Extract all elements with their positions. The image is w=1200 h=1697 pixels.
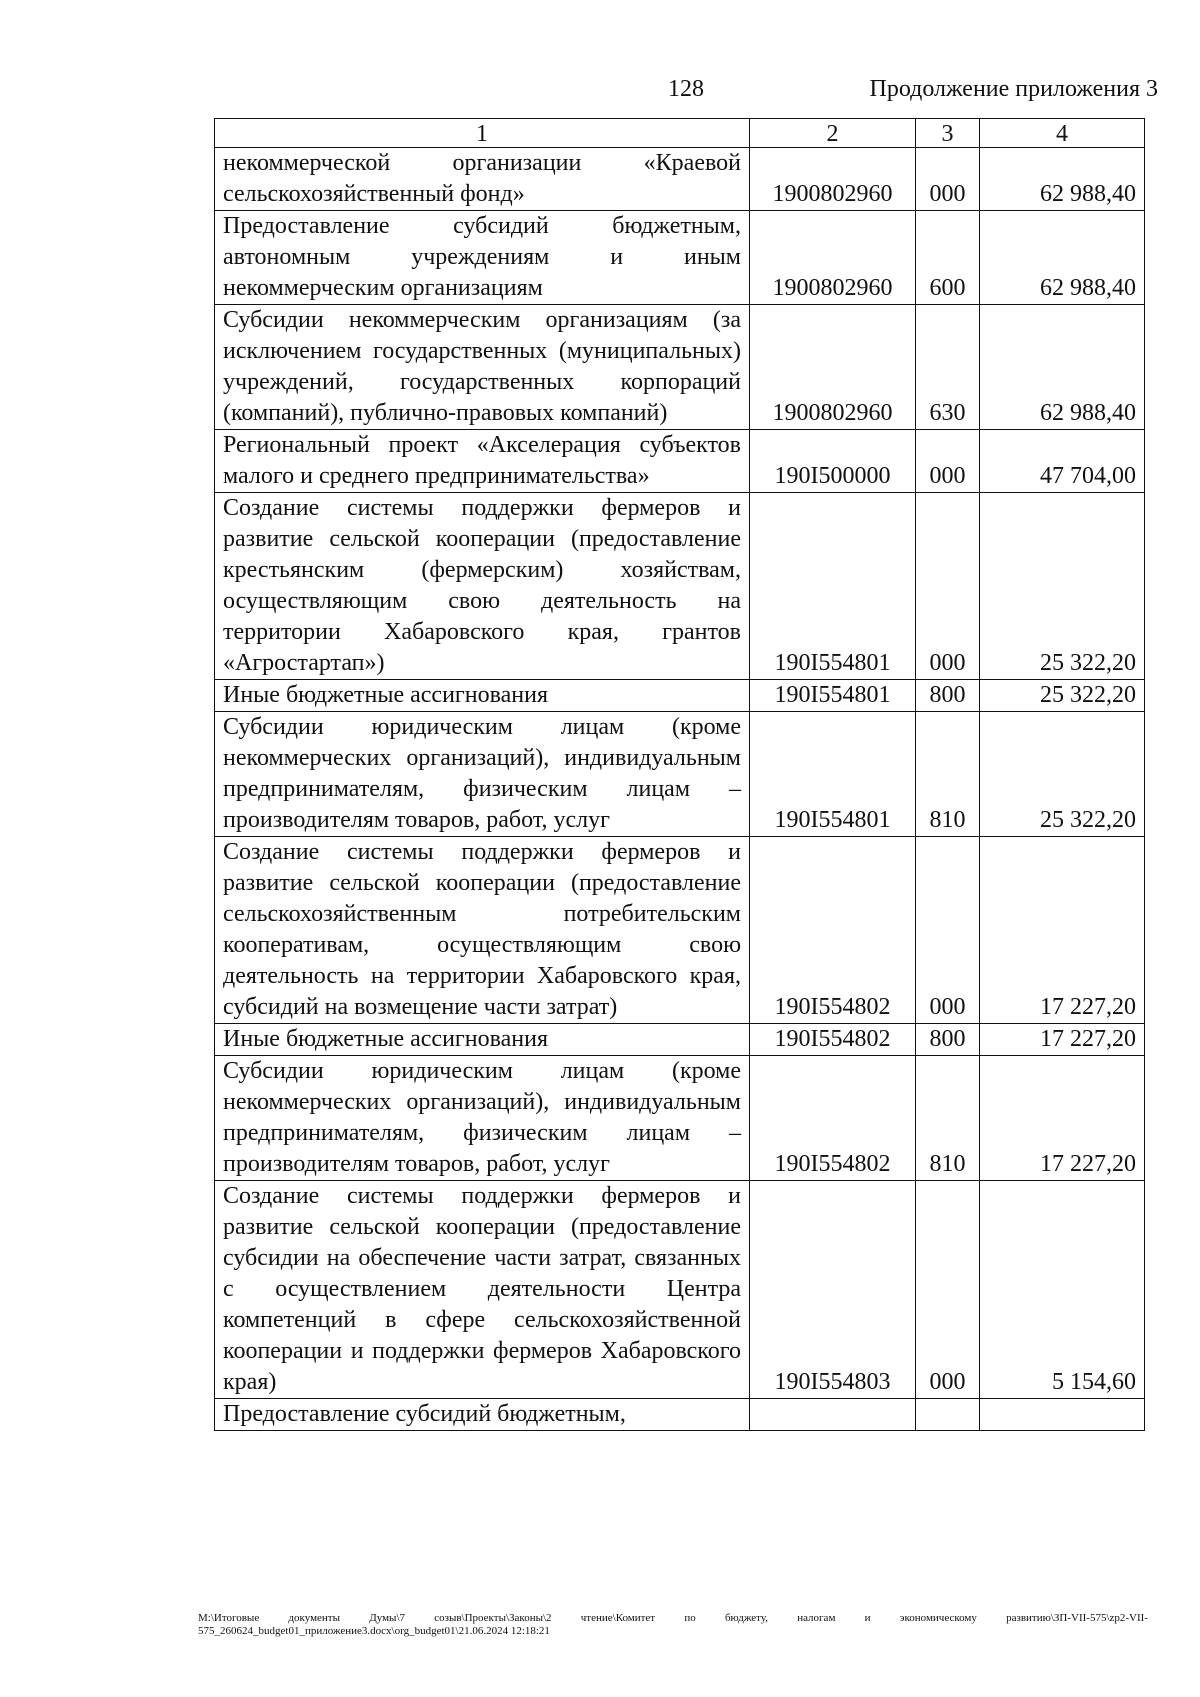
row-name: Иные бюджетные ассигнования — [215, 680, 750, 712]
row-amount: 47 704,00 — [980, 430, 1145, 493]
row-code: 1900802960 — [750, 211, 916, 305]
row-amount: 5 154,60 — [980, 1181, 1145, 1399]
row-type: 000 — [916, 837, 980, 1024]
row-type: 810 — [916, 1056, 980, 1181]
row-amount: 17 227,20 — [980, 1024, 1145, 1056]
row-code: 190I554801 — [750, 680, 916, 712]
row-type — [916, 1399, 980, 1431]
row-name: Создание системы поддержки фермеров и развитие сельской кооперации (предоставление сельскохозяйственным потребительским кооперативам, осуществляющим свою деятельность на территории Хабаровского края, субсидий на возмещение части затрат) — [215, 837, 750, 1024]
row-name: Создание системы поддержки фермеров и развитие сельской кооперации (предоставление субсидии на обеспечение части затрат, связанных с осуществлением деятельности Центра компетенций в сфере сельскохозяйственной кооперации и поддержки фермеров Хабаровского края) — [215, 1181, 750, 1399]
row-code — [750, 1399, 916, 1431]
column-header: 1 — [215, 119, 750, 148]
table-row — [215, 712, 1145, 837]
row-name: Предоставление субсидий бюджетным, — [215, 1399, 750, 1431]
row-type: 000 — [916, 148, 980, 211]
table-row — [215, 1024, 1145, 1056]
row-code: 190I554803 — [750, 1181, 916, 1399]
budget-table — [214, 118, 1145, 1431]
row-name: Создание системы поддержки фермеров и развитие сельской кооперации (предоставление крестьянским (фермерским) хозяйствам, осуществляющим свою деятельность на территории Хабаровского края, грантов «Агростартап») — [215, 493, 750, 680]
row-amount: 17 227,20 — [980, 1056, 1145, 1181]
column-header: 4 — [980, 119, 1145, 148]
table-row — [215, 148, 1145, 211]
row-amount: 17 227,20 — [980, 837, 1145, 1024]
row-type: 000 — [916, 493, 980, 680]
row-amount: 62 988,40 — [980, 305, 1145, 430]
table-row — [215, 305, 1145, 430]
row-code: 1900802960 — [750, 305, 916, 430]
row-type: 630 — [916, 305, 980, 430]
row-type: 000 — [916, 430, 980, 493]
row-type: 600 — [916, 211, 980, 305]
table-row — [215, 211, 1145, 305]
table-row — [215, 837, 1145, 1024]
row-amount: 25 322,20 — [980, 493, 1145, 680]
row-code: 190I554801 — [750, 712, 916, 837]
row-amount: 62 988,40 — [980, 148, 1145, 211]
row-amount — [980, 1399, 1145, 1431]
row-code: 190I500000 — [750, 430, 916, 493]
column-header: 3 — [916, 119, 980, 148]
row-code: 190I554802 — [750, 837, 916, 1024]
row-amount: 62 988,40 — [980, 211, 1145, 305]
row-amount: 25 322,20 — [980, 712, 1145, 837]
row-type: 000 — [916, 1181, 980, 1399]
column-header: 2 — [750, 119, 916, 148]
file-path-footer: M:\Итоговые документы Думы\7 созыв\Проекты\Законы\2 чтение\Комитет по бюджету, налогам и экономическому развитию\ЗП-VII-575\zp2-VII-575_260624_budget01_приложение3.docx\org_budget01\21.06.2024 12:18:21 — [198, 1612, 1148, 1637]
row-type: 800 — [916, 1024, 980, 1056]
row-name: Субсидии юридическим лицам (кроме некоммерческих организаций), индивидуальным предпринимателям, физическим лицам – производителям товаров, работ, услуг — [215, 712, 750, 837]
table-row — [215, 680, 1145, 712]
table-row — [215, 430, 1145, 493]
row-name: Предоставление субсидий бюджетным, автономным учреждениям и иным некоммерческим организациям — [215, 211, 750, 305]
row-amount: 25 322,20 — [980, 680, 1145, 712]
row-name: Иные бюджетные ассигнования — [215, 1024, 750, 1056]
row-name: Региональный проект «Акселерация субъектов малого и среднего предпринимательства» — [215, 430, 750, 493]
column-number-row — [215, 119, 1145, 148]
page-number: 128 — [668, 76, 704, 102]
row-type: 800 — [916, 680, 980, 712]
table-row — [215, 1181, 1145, 1399]
continuation-label: Продолжение приложения 3 — [869, 76, 1158, 102]
table-row — [215, 1399, 1145, 1431]
row-name: некоммерческой организации «Краевой сельскохозяйственный фонд» — [215, 148, 750, 211]
table-row — [215, 493, 1145, 680]
row-code: 1900802960 — [750, 148, 916, 211]
row-code: 190I554801 — [750, 493, 916, 680]
row-code: 190I554802 — [750, 1056, 916, 1181]
row-code: 190I554802 — [750, 1024, 916, 1056]
row-name: Субсидии некоммерческим организациям (за исключением государственных (муниципальных) учреждений, государственных корпораций (компаний), публично-правовых компаний) — [215, 305, 750, 430]
row-name: Субсидии юридическим лицам (кроме некоммерческих организаций), индивидуальным предпринимателям, физическим лицам – производителям товаров, работ, услуг — [215, 1056, 750, 1181]
row-type: 810 — [916, 712, 980, 837]
table-row — [215, 1056, 1145, 1181]
